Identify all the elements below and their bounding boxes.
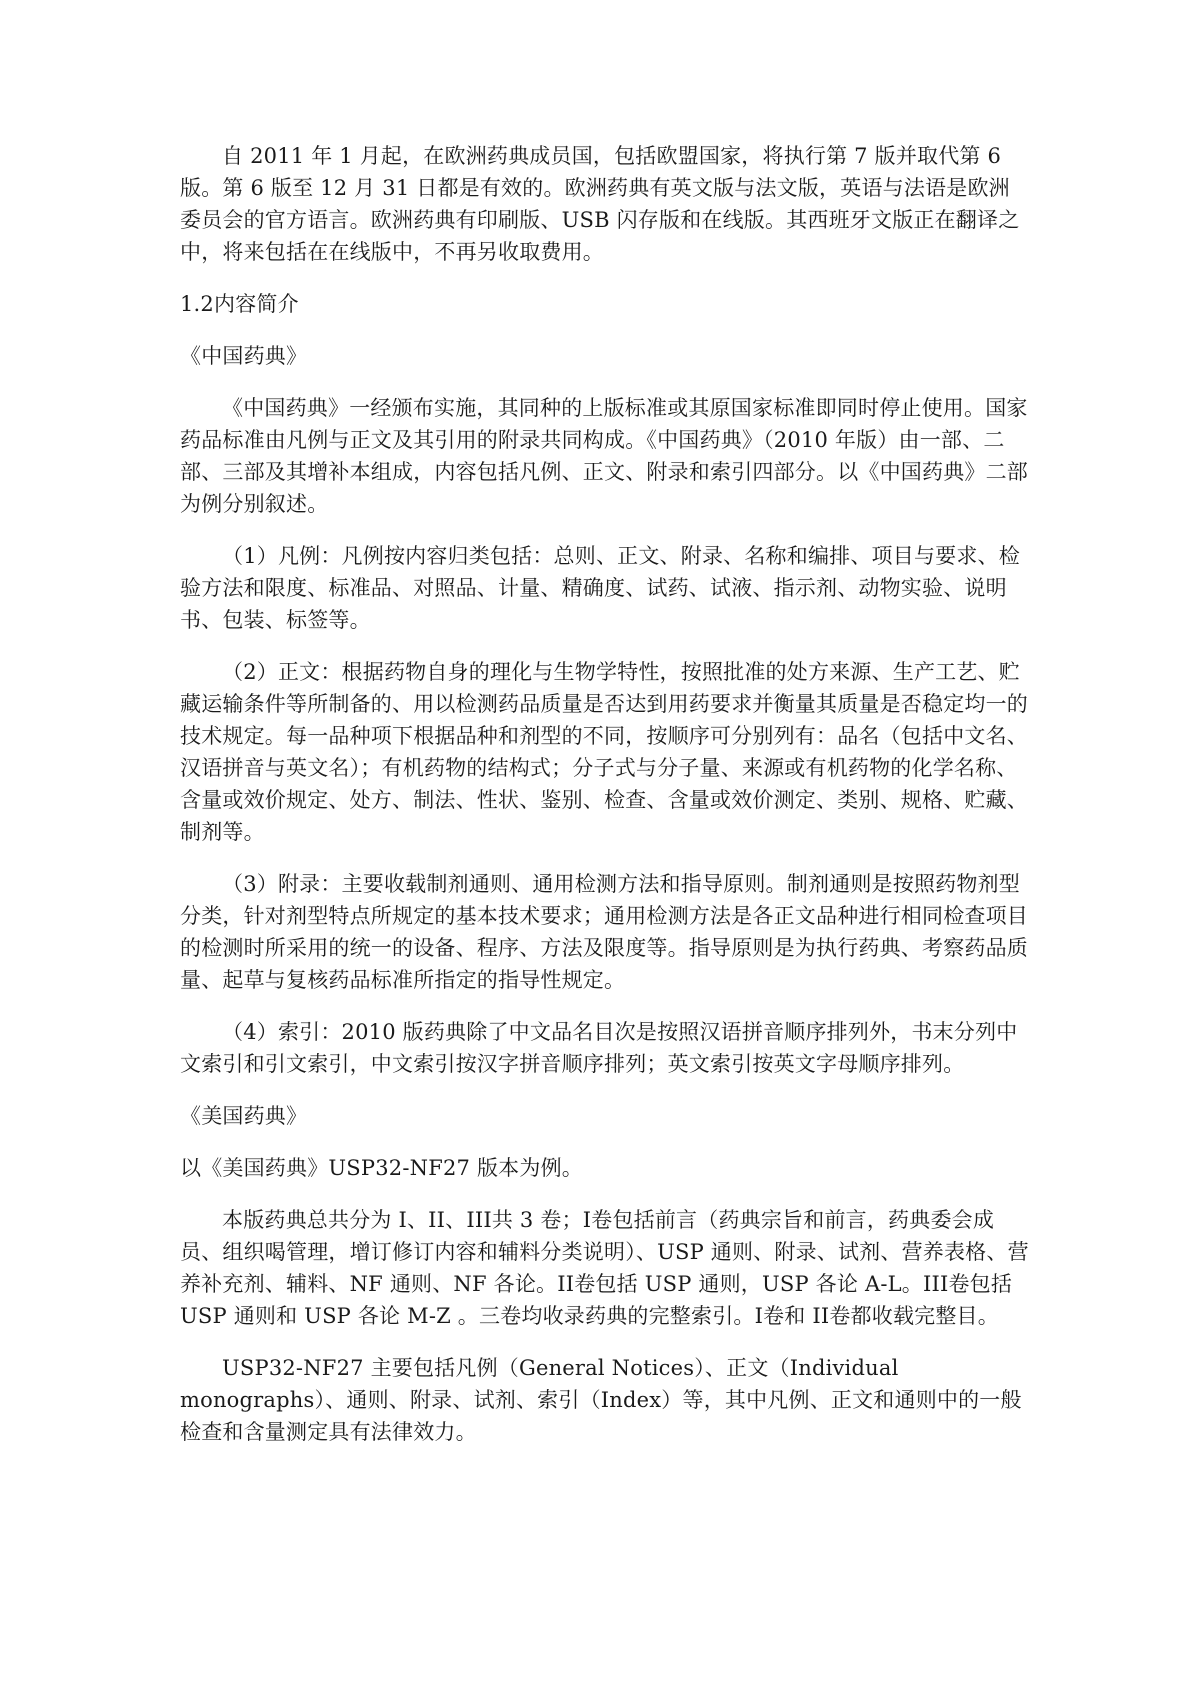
paragraph-usp-main-content: USP32-NF27 主要包括凡例（General Notices）、正文（Individual monographs）、通则、附录、试剂、索引（Index）等，其中凡例、正文和通则中的一般检查和含量测定具有法律效力。	[180, 1356, 1022, 1444]
paragraph-chinese-pharmacopoeia-overview: 《中国药典》一经颁布实施，其同种的上版标准或其原国家标准即同时停止使用。国家药品标准由凡例与正文及其引用的附录共同构成。《中国药典》（2010 年版）由一部、二部、三部及其增补本组成，内容包括凡例、正文、附录和索引四部分。以《中国药典》二部为例分别叙述。	[180, 396, 1028, 516]
paragraph-european-pharmacopoeia: 自 2011 年 1 月起，在欧洲药典成员国，包括欧盟国家，将执行第 7 版并取代第 6 版。第 6 版至 12 月 31 日都是有效的。欧洲药典有英文版与法文版，英语与法语是欧洲委员会的官方语言。欧洲药典有印刷版、USB 闪存版和在线版。其西班牙文版正在翻译之中，将来包括在在线版中，不再另收取费用。	[180, 144, 1020, 264]
section-heading-content-intro: 1.2内容简介	[180, 292, 299, 316]
paragraph-general-notices: （1）凡例：凡例按内容归类包括：总则、正文、附录、名称和编排、项目与要求、检验方法和限度、标准品、对照品、计量、精确度、试药、试液、指示剂、动物实验、说明书、包装、标签等。	[180, 544, 1020, 632]
paragraph-appendix: （3）附录：主要收载制剂通则、通用检测方法和指导原则。制剂通则是按照药物剂型分类，针对剂型特点所规定的基本技术要求；通用检测方法是各正文品种进行相同检查项目的检测时所采用的统一的设备、程序、方法及限度等。指导原则是为执行药典、考察药品质量、起草与复核药品标准所指定的指导性规定。	[180, 872, 1028, 992]
paragraph-monographs: （2）正文：根据药物自身的理化与生物学特性，按照批准的处方来源、生产工艺、贮藏运输条件等所制备的、用以检测药品质量是否达到用药要求并衡量其质量是否稳定均一的技术规定。每一品种项下根据品种和剂型的不同，按顺序可分别列有：品名（包括中文名、汉语拼音与英文名）；有机药物的结构式；分子式与分子量、来源或有机药物的化学名称、含量或效价规定、处方、制法、性状、鉴别、检查、含量或效价测定、类别、规格、贮藏、制剂等。	[180, 660, 1028, 844]
paragraph-usp-volumes: 本版药典总共分为 I、II、III共 3 卷；I卷包括前言（药典宗旨和前言，药典委会成员、组织喝管理，增订修订内容和辅料分类说明）、USP 通则、附录、试剂、营养表格、营养补充剂、辅料、NF 通则、NF 各论。II卷包括 USP 通则，USP 各论 A-L。III卷包括 USP 通则和 USP 各论 M-Z 。三卷均收录药典的完整索引。I卷和 II卷都收载完整目。	[180, 1208, 1029, 1328]
paragraph-usp-version-example: 以《美国药典》USP32-NF27 版本为例。	[180, 1156, 583, 1180]
document-body	[180, 140, 1030, 1468]
subheading-us-pharmacopeia: 《美国药典》	[180, 1104, 308, 1128]
subheading-chinese-pharmacopoeia: 《中国药典》	[180, 344, 308, 368]
paragraph-index: （4）索引：2010 版药典除了中文品名目次是按照汉语拼音顺序排列外，书末分列中文索引和引文索引，中文索引按汉字拼音顺序排列；英文索引按英文字母顺序排列。	[180, 1020, 1018, 1076]
